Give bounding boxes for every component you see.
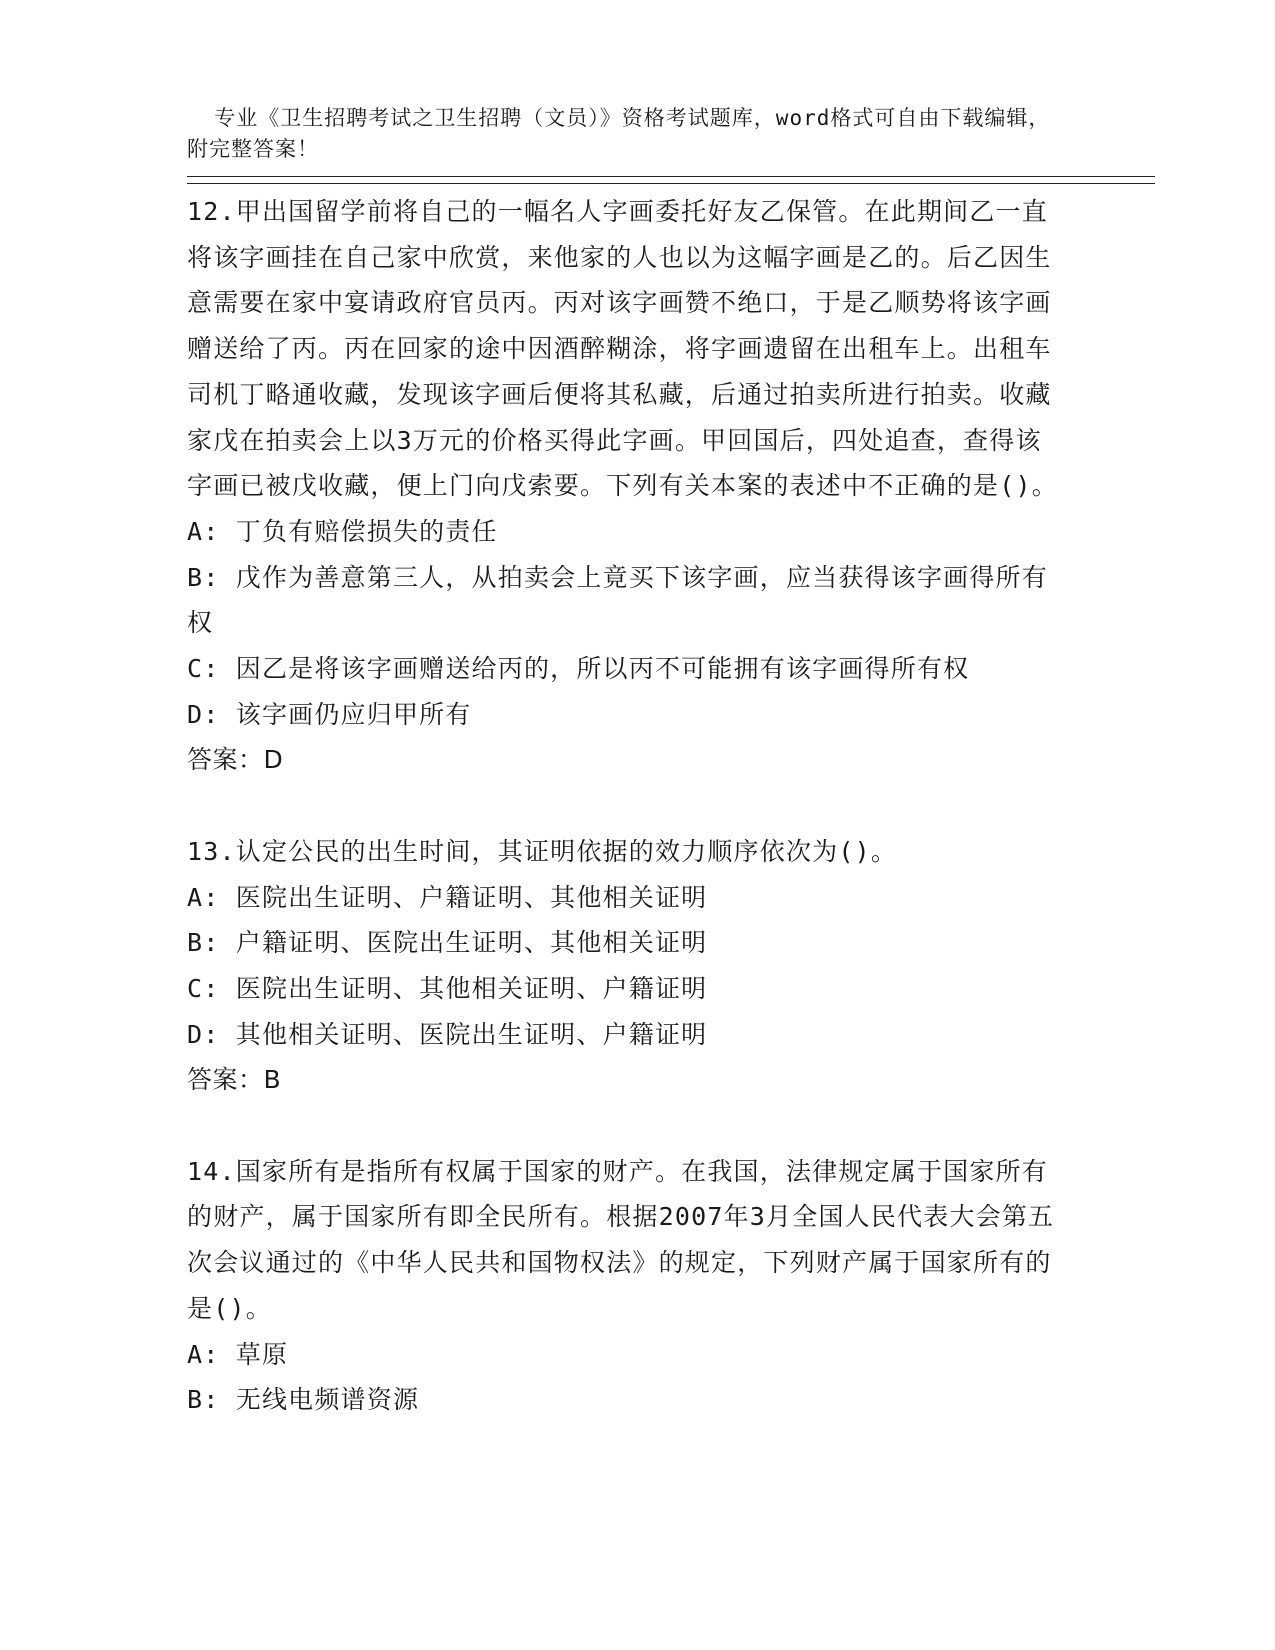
option-d: D: 其他相关证明、医院出生证明、户籍证明 (187, 1019, 708, 1049)
option-d: D: 该字画仍应归甲所有 (187, 699, 472, 729)
option-b: B: 无线电频谱资源 (187, 1385, 420, 1415)
option-b: B: 户籍证明、医院出生证明、其他相关证明 (187, 928, 708, 958)
header-text: 专业《卫生招聘考试之卫生招聘（文员）》资格考试题库，word格式可自由下载编辑，附完整答案！ (187, 106, 1051, 161)
answer-label: 答案：B (187, 1065, 282, 1095)
spacer (187, 1103, 1067, 1149)
question-12 (187, 189, 1067, 783)
question-13 (187, 829, 1067, 1103)
question-stem: 12.甲出国留学前将自己的一幅名人字画委托好友乙保管。在此期间乙一直将该字画挂在自己家中欣赏，来他家的人也以为这幅字画是乙的。后乙因生意需要在家中宴请政府官员丙。丙对该字画赞不绝口，于是乙顺势将该字画赠送给了丙。丙在回家的途中因酒醉糊涂，将字画遗留在出租车上。出租车司机丁略通收藏，发现该字画后便将其私藏，后通过拍卖所进行拍卖。收藏家戊在拍卖会上以3万元的价格买得此字画。甲回国后，四处追查，查得该字画已被戊收藏，便上门向戊索要。下列有关本案的表述中不正确的是()。 (187, 197, 1058, 501)
option-c: C: 医院出生证明、其他相关证明、户籍证明 (187, 973, 708, 1003)
header-divider-top (187, 176, 1155, 177)
question-stem: 13.认定公民的出生时间，其证明依据的效力顺序依次为()。 (187, 836, 898, 866)
option-a: A: 丁负有赔偿损失的责任 (187, 516, 498, 546)
spacer (187, 783, 1067, 829)
question-14 (187, 1149, 1067, 1423)
option-c: C: 因乙是将该字画赠送给丙的，所以丙不可能拥有该字画得所有权 (187, 654, 970, 684)
option-b: B: 戊作为善意第三人，从拍卖会上竟买下该字画，应当获得该字画得所有权 (187, 562, 1048, 638)
question-list (187, 189, 1067, 1423)
answer-label: 答案：D (187, 745, 284, 775)
header-divider-bottom (187, 183, 1155, 184)
option-a: A: 医院出生证明、户籍证明、其他相关证明 (187, 882, 708, 912)
document-header (187, 72, 1067, 165)
option-a: A: 草原 (187, 1339, 289, 1369)
question-stem: 14.国家所有是指所有权属于国家的财产。在我国，法律规定属于国家所有的财产，属于国家所有即全民所有。根据2007年3月全国人民代表大会第五次会议通过的《中华人民共和国物权法》的规定，下列财产属于国家所有的是()。 (187, 1156, 1055, 1323)
